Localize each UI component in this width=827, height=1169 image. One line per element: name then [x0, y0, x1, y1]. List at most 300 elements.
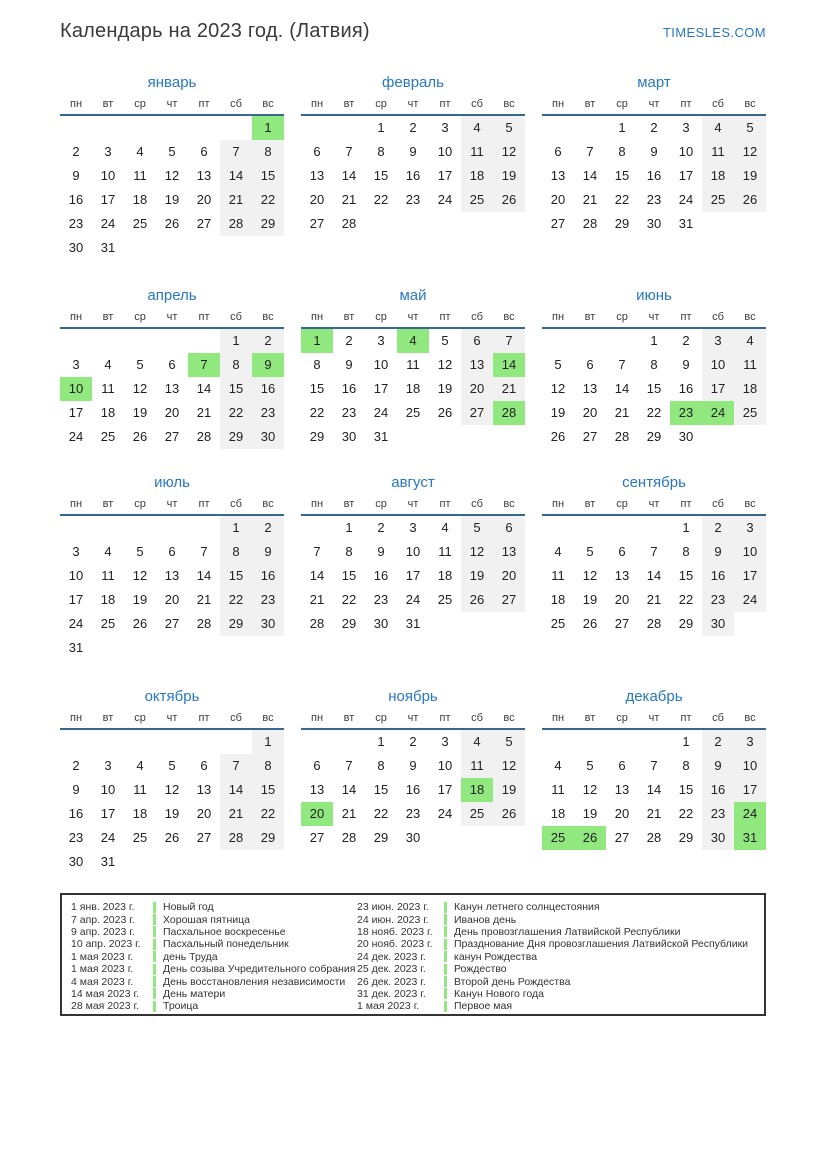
- day-cell: [252, 449, 284, 473]
- day-cell: [542, 636, 574, 660]
- month-day-grid: [542, 329, 766, 473]
- legend-item-date: 1 янв. 2023 г.: [71, 901, 135, 914]
- day-cell: 3: [104, 144, 112, 159]
- day-cell: [92, 116, 124, 140]
- weekday-label: чт: [648, 98, 660, 110]
- month-title: октябрь: [144, 688, 200, 705]
- day-cell: 20: [164, 405, 180, 420]
- day-cell: 25: [132, 830, 148, 845]
- day-cell: 22: [614, 192, 630, 207]
- day-cell: [670, 449, 702, 473]
- weekday-label: пт: [680, 98, 692, 110]
- weekday-label: пн: [69, 98, 83, 110]
- day-cell: [92, 329, 124, 353]
- day-cell: [702, 425, 734, 449]
- day-cell: [542, 449, 574, 473]
- day-cell: 9: [252, 540, 284, 564]
- month-day-grid: [301, 329, 525, 473]
- day-cell: 20: [309, 192, 325, 207]
- day-cell: 15: [373, 782, 389, 797]
- day-cell: 22: [646, 405, 662, 420]
- day-cell: 23: [68, 830, 84, 845]
- day-cell: 6: [586, 357, 594, 372]
- weekday-label: пт: [680, 498, 692, 510]
- weekday-label: сб: [712, 712, 724, 724]
- day-cell: 24: [734, 802, 766, 826]
- day-cell: 2: [409, 120, 417, 135]
- day-cell: [188, 850, 220, 874]
- month-day-grid: [60, 116, 284, 260]
- legend-item: [71, 926, 357, 938]
- day-cell: 13: [196, 782, 212, 797]
- day-cell: [429, 425, 461, 449]
- day-cell: 22: [678, 806, 694, 821]
- weekday-label: вс: [744, 98, 756, 110]
- day-cell: 18: [461, 164, 493, 188]
- day-cell: 21: [341, 192, 357, 207]
- month-10-block: [60, 686, 284, 874]
- day-cell: [542, 730, 574, 754]
- day-cell: 20: [582, 405, 598, 420]
- day-cell: 10: [734, 540, 766, 564]
- legend-item-date: 1 мая 2023 г.: [71, 950, 134, 963]
- day-cell: [397, 212, 429, 236]
- day-cell: 24: [405, 592, 421, 607]
- day-cell: 17: [437, 782, 453, 797]
- day-cell: 3: [72, 544, 80, 559]
- day-cell: 22: [341, 592, 357, 607]
- day-cell: [734, 612, 766, 636]
- weekday-label: вс: [503, 498, 515, 510]
- legend-item-date: 20 нояб. 2023 г.: [357, 938, 433, 951]
- day-cell: 9: [650, 144, 658, 159]
- day-cell: 15: [614, 168, 630, 183]
- weekday-label: пт: [198, 498, 210, 510]
- day-cell: 6: [200, 758, 208, 773]
- month-day-grid: [542, 116, 766, 260]
- day-cell: 27: [582, 429, 598, 444]
- day-cell: 16: [678, 381, 694, 396]
- month-title: февраль: [382, 74, 444, 91]
- day-cell: 13: [309, 168, 325, 183]
- day-cell: [220, 850, 252, 874]
- legend-item-date: 23 июн. 2023 г.: [357, 901, 429, 914]
- quarter-row-2: [60, 285, 766, 473]
- day-cell: 31: [373, 429, 389, 444]
- weekday-label: сб: [471, 498, 483, 510]
- day-cell: [638, 516, 670, 540]
- day-cell: 16: [405, 782, 421, 797]
- day-cell: [606, 636, 638, 660]
- legend-item-date: 1 мая 2023 г.: [71, 963, 134, 976]
- weekday-label: ср: [375, 311, 387, 323]
- holiday-color-bar-icon: [444, 976, 447, 987]
- weekday-label: чт: [407, 98, 419, 110]
- day-cell: 25: [734, 401, 766, 425]
- month-8-block: [301, 472, 525, 660]
- day-cell: 4: [441, 520, 449, 535]
- day-cell: [734, 425, 766, 449]
- day-cell: [188, 730, 220, 754]
- weekday-label: вс: [262, 712, 274, 724]
- day-cell: 8: [682, 544, 690, 559]
- weekday-label: пн: [551, 712, 565, 724]
- day-cell: 8: [377, 758, 385, 773]
- day-cell: [156, 516, 188, 540]
- day-cell: [542, 850, 574, 874]
- day-cell: [124, 730, 156, 754]
- day-cell: 2: [682, 333, 690, 348]
- weekday-label: пн: [310, 98, 324, 110]
- weekday-label: чт: [648, 712, 660, 724]
- day-cell: 30: [252, 425, 284, 449]
- month-9-block: [542, 472, 766, 660]
- day-cell: 7: [345, 758, 353, 773]
- day-cell: 15: [220, 377, 252, 401]
- day-cell: 5: [586, 758, 594, 773]
- day-cell: 24: [702, 401, 734, 425]
- day-cell: [429, 850, 461, 874]
- day-cell: 28: [309, 616, 325, 631]
- day-cell: 5: [554, 357, 562, 372]
- day-cell: 9: [702, 540, 734, 564]
- day-cell: 19: [493, 164, 525, 188]
- day-cell: 18: [405, 381, 421, 396]
- day-cell: 24: [68, 616, 84, 631]
- day-cell: 30: [252, 612, 284, 636]
- day-cell: 19: [493, 778, 525, 802]
- weekday-label: сб: [712, 311, 724, 323]
- day-cell: [734, 236, 766, 260]
- weekday-label: пт: [680, 311, 692, 323]
- weekday-label: пн: [310, 311, 324, 323]
- day-cell: 4: [136, 144, 144, 159]
- day-cell: 19: [132, 405, 148, 420]
- weekday-label: пт: [198, 311, 210, 323]
- day-cell: [188, 116, 220, 140]
- day-cell: [429, 636, 461, 660]
- day-cell: [461, 612, 493, 636]
- day-cell: 23: [252, 588, 284, 612]
- day-cell: 11: [551, 782, 565, 797]
- legend-item-name: Иванов день: [454, 913, 517, 926]
- day-cell: 12: [582, 568, 598, 583]
- day-cell: 3: [72, 357, 80, 372]
- legend-item-name: Первое мая: [454, 1000, 513, 1013]
- day-cell: 26: [164, 830, 180, 845]
- legend-item: [357, 901, 756, 913]
- weekday-label: вт: [343, 311, 355, 323]
- month-11-block: [301, 686, 525, 874]
- day-cell: 28: [341, 830, 357, 845]
- weekday-label: вт: [584, 98, 596, 110]
- day-cell: 14: [220, 164, 252, 188]
- day-cell: [60, 329, 92, 353]
- legend-item-name: День матери: [163, 987, 226, 1000]
- weekday-label: пн: [69, 311, 83, 323]
- day-cell: 18: [702, 164, 734, 188]
- weekday-label: чт: [166, 311, 178, 323]
- weekday-header-row: [60, 708, 284, 730]
- day-cell: [60, 449, 92, 473]
- day-cell: [638, 850, 670, 874]
- day-cell: 7: [650, 758, 658, 773]
- weekday-label: ср: [375, 98, 387, 110]
- legend-item-date: 10 апр. 2023 г.: [71, 938, 141, 951]
- day-cell: 30: [68, 854, 84, 869]
- day-cell: [461, 425, 493, 449]
- weekday-header-row: [542, 494, 766, 516]
- day-cell: [429, 236, 461, 260]
- day-cell: [574, 236, 606, 260]
- day-cell: [124, 850, 156, 874]
- day-cell: 28: [582, 216, 598, 231]
- day-cell: 7: [220, 140, 252, 164]
- weekday-label: сб: [230, 311, 242, 323]
- day-cell: 30: [702, 612, 734, 636]
- day-cell: 4: [554, 544, 562, 559]
- day-cell: 7: [200, 544, 208, 559]
- day-cell: 20: [493, 564, 525, 588]
- day-cell: 24: [437, 806, 453, 821]
- day-cell: 2: [252, 516, 284, 540]
- day-cell: 17: [437, 168, 453, 183]
- day-cell: 2: [72, 758, 80, 773]
- month-title: март: [637, 74, 671, 91]
- weekday-label: пн: [69, 498, 83, 510]
- month-3-block: [542, 72, 766, 260]
- day-cell: 20: [461, 377, 493, 401]
- legend-item-date: 26 дек. 2023 г.: [357, 975, 426, 988]
- day-cell: [606, 730, 638, 754]
- day-cell: 10: [60, 377, 92, 401]
- day-cell: [574, 116, 606, 140]
- day-cell: 27: [164, 429, 180, 444]
- weekday-label: пт: [198, 712, 210, 724]
- weekday-label: вт: [343, 498, 355, 510]
- day-cell: 9: [252, 353, 284, 377]
- weekday-label: вс: [744, 498, 756, 510]
- day-cell: 14: [646, 568, 662, 583]
- day-cell: 25: [100, 616, 116, 631]
- day-cell: 2: [72, 144, 80, 159]
- day-cell: [301, 730, 333, 754]
- legend-item-name: День провозглашения Латвийской Республики: [454, 925, 681, 938]
- month-day-grid: [301, 116, 525, 260]
- day-cell: 17: [405, 568, 421, 583]
- day-cell: 3: [702, 329, 734, 353]
- day-cell: 2: [345, 333, 353, 348]
- site-link[interactable]: TIMESLES.COM: [662, 25, 766, 40]
- day-cell: 28: [614, 429, 630, 444]
- day-cell: [397, 425, 429, 449]
- weekday-label: пн: [310, 712, 324, 724]
- day-cell: 9: [345, 357, 353, 372]
- day-cell: 29: [220, 425, 252, 449]
- day-cell: [574, 636, 606, 660]
- day-cell: 28: [646, 616, 662, 631]
- day-cell: 9: [702, 754, 734, 778]
- legend-column-right: [357, 901, 756, 1013]
- month-title: сентябрь: [622, 474, 686, 491]
- day-cell: 8: [252, 754, 284, 778]
- day-cell: 11: [101, 381, 115, 396]
- weekday-label: вт: [102, 98, 114, 110]
- day-cell: [188, 449, 220, 473]
- weekday-label: пт: [439, 712, 451, 724]
- day-cell: 17: [100, 806, 116, 821]
- legend-item-name: Троица: [163, 1000, 199, 1013]
- day-cell: 11: [438, 544, 452, 559]
- day-cell: 12: [461, 540, 493, 564]
- legend-item: [357, 938, 756, 950]
- day-cell: [461, 850, 493, 874]
- weekday-label: сб: [471, 712, 483, 724]
- day-cell: 1: [220, 329, 252, 353]
- legend-item-name: День созыва Учредительного собрания: [163, 963, 356, 976]
- day-cell: 29: [678, 830, 694, 845]
- month-title: декабрь: [625, 688, 683, 705]
- legend-item: [357, 926, 756, 938]
- day-cell: 5: [586, 544, 594, 559]
- day-cell: 12: [164, 168, 180, 183]
- day-cell: 10: [437, 758, 453, 773]
- day-cell: 28: [196, 429, 212, 444]
- legend-item: [71, 963, 357, 975]
- day-cell: 28: [196, 616, 212, 631]
- weekday-label: сб: [230, 712, 242, 724]
- day-cell: 24: [437, 192, 453, 207]
- day-cell: 25: [100, 429, 116, 444]
- day-cell: 19: [164, 806, 180, 821]
- day-cell: 22: [252, 802, 284, 826]
- month-5-block: [301, 285, 525, 473]
- month-title: май: [399, 287, 427, 304]
- legend-item: [71, 938, 357, 950]
- day-cell: 10: [702, 353, 734, 377]
- weekday-label: вт: [343, 98, 355, 110]
- day-cell: 23: [405, 806, 421, 821]
- weekday-label: вс: [503, 98, 515, 110]
- day-cell: 7: [345, 144, 353, 159]
- day-cell: 5: [136, 544, 144, 559]
- weekday-header-row: [60, 307, 284, 329]
- weekday-label: вт: [102, 712, 114, 724]
- day-cell: 6: [493, 516, 525, 540]
- day-cell: 20: [550, 192, 566, 207]
- weekday-label: чт: [166, 498, 178, 510]
- day-cell: [734, 636, 766, 660]
- day-cell: 3: [441, 120, 449, 135]
- legend-item: [357, 951, 756, 963]
- holiday-color-bar-icon: [153, 976, 156, 987]
- day-cell: [220, 449, 252, 473]
- day-cell: [734, 212, 766, 236]
- day-cell: [188, 636, 220, 660]
- page-header: [60, 20, 766, 43]
- month-title: июль: [154, 474, 190, 491]
- month-day-grid: [60, 329, 284, 473]
- day-cell: 9: [409, 758, 417, 773]
- legend-item-date: 18 нояб. 2023 г.: [357, 925, 433, 938]
- day-cell: 29: [614, 216, 630, 231]
- day-cell: [702, 449, 734, 473]
- day-cell: [333, 236, 365, 260]
- legend-item: [71, 901, 357, 913]
- weekday-label: вс: [262, 498, 274, 510]
- day-cell: [493, 236, 525, 260]
- day-cell: [365, 212, 397, 236]
- day-cell: 26: [734, 188, 766, 212]
- day-cell: 27: [493, 588, 525, 612]
- day-cell: [397, 236, 429, 260]
- day-cell: 27: [309, 216, 325, 231]
- day-cell: 11: [551, 568, 565, 583]
- day-cell: 1: [252, 730, 284, 754]
- day-cell: 3: [734, 730, 766, 754]
- day-cell: [397, 636, 429, 660]
- day-cell: [333, 730, 365, 754]
- day-cell: 5: [493, 730, 525, 754]
- holiday-color-bar-icon: [444, 988, 447, 999]
- day-cell: [92, 730, 124, 754]
- day-cell: 15: [309, 381, 325, 396]
- day-cell: 18: [461, 778, 493, 802]
- day-cell: 22: [373, 806, 389, 821]
- day-cell: [156, 636, 188, 660]
- day-cell: 6: [168, 357, 176, 372]
- day-cell: [156, 329, 188, 353]
- weekday-label: пн: [69, 712, 83, 724]
- legend-item: [357, 988, 756, 1000]
- day-cell: 8: [345, 544, 353, 559]
- weekday-label: ср: [616, 311, 628, 323]
- legend-item: [71, 975, 357, 987]
- day-cell: 26: [437, 405, 453, 420]
- weekday-label: пт: [439, 498, 451, 510]
- day-cell: [493, 612, 525, 636]
- day-cell: 9: [72, 782, 80, 797]
- day-cell: 7: [313, 544, 321, 559]
- day-cell: [220, 116, 252, 140]
- day-cell: 22: [220, 401, 252, 425]
- day-cell: 26: [461, 588, 493, 612]
- day-cell: [252, 236, 284, 260]
- day-cell: 22: [309, 405, 325, 420]
- day-cell: 4: [397, 329, 429, 353]
- month-day-grid: [542, 730, 766, 874]
- day-cell: [156, 730, 188, 754]
- day-cell: 1: [345, 520, 353, 535]
- weekday-label: пн: [551, 498, 565, 510]
- day-cell: [252, 850, 284, 874]
- day-cell: 6: [618, 544, 626, 559]
- weekday-label: пт: [680, 712, 692, 724]
- weekday-label: вс: [744, 311, 756, 323]
- weekday-label: чт: [166, 712, 178, 724]
- day-cell: 22: [678, 592, 694, 607]
- day-cell: 12: [132, 381, 148, 396]
- day-cell: 4: [734, 329, 766, 353]
- legend-item-name: канун Рождества: [454, 950, 538, 963]
- weekday-header-row: [60, 94, 284, 116]
- day-cell: [670, 636, 702, 660]
- day-cell: [493, 850, 525, 874]
- day-cell: 31: [68, 640, 84, 655]
- day-cell: [542, 236, 574, 260]
- day-cell: 31: [734, 826, 766, 850]
- legend-item: [357, 975, 756, 987]
